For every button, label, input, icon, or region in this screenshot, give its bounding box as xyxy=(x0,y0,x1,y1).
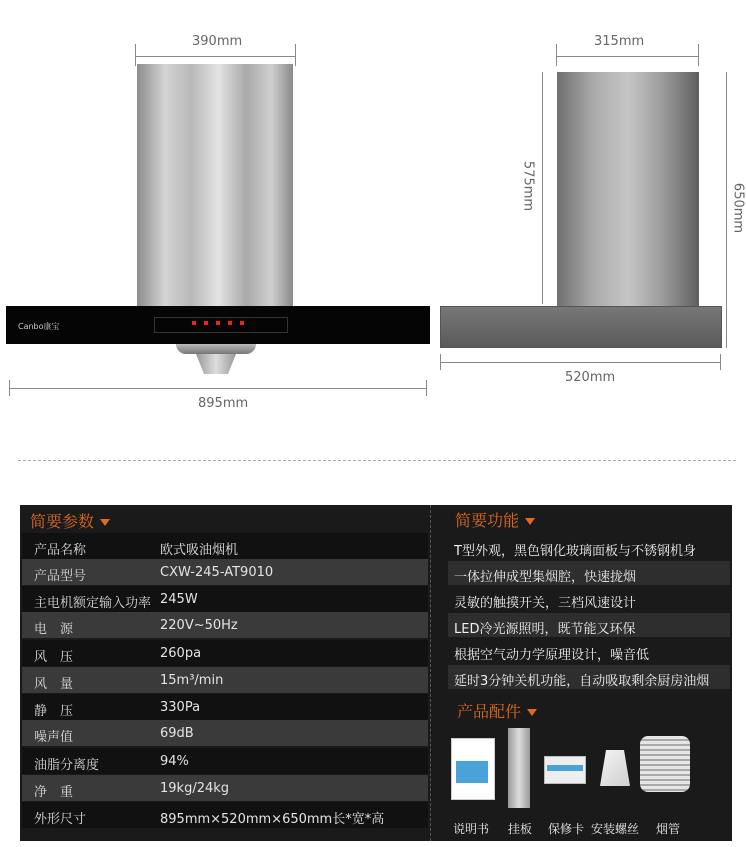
mounting-plate-icon xyxy=(508,728,530,808)
dimension-tick xyxy=(9,380,10,396)
function-item: 一体拉伸成型集烟腔，快速拢烟 xyxy=(448,561,730,585)
touch-button-icon xyxy=(192,321,196,325)
card-stripe xyxy=(547,765,583,771)
param-row: 净 重 19kg/24kg xyxy=(22,775,428,801)
param-row: 噪声值 69dB xyxy=(22,720,428,746)
dimension-tick xyxy=(295,44,296,66)
param-row: 产品名称 欧式吸油烟机 xyxy=(22,533,428,559)
front-top-dimension-line xyxy=(135,56,295,57)
param-row: 油脂分离度 94% xyxy=(22,748,428,774)
side-inner-height-line xyxy=(542,72,543,304)
warranty-card-icon xyxy=(544,756,586,784)
dropdown-triangle-icon xyxy=(527,709,537,716)
side-chimney xyxy=(557,72,699,306)
function-item: T型外观，黑色钢化玻璃面板与不锈钢机身 xyxy=(454,544,696,559)
oil-cup xyxy=(196,354,236,374)
dimension-tick xyxy=(698,44,699,66)
touch-button-icon xyxy=(216,321,220,325)
function-item: 根据空气动力学原理设计，噪音低 xyxy=(454,648,650,663)
param-row: 风 压 260pa xyxy=(22,640,428,666)
dropdown-triangle-icon xyxy=(525,518,535,525)
param-row: 产品型号 CXW-245-AT9010 xyxy=(22,559,428,585)
front-width-top-label: 390mm xyxy=(192,34,243,49)
accessory-label: 说明书 xyxy=(453,822,490,836)
dropdown-triangle-icon xyxy=(100,519,110,526)
control-strip xyxy=(154,317,288,333)
dimension-tick xyxy=(440,354,441,370)
side-height-total-label: 650mm xyxy=(730,182,746,234)
param-row: 静 压 330Pa xyxy=(22,694,428,720)
param-row: 主电机额定输入功率 245W xyxy=(22,586,428,612)
function-item: 延时3分钟关机功能，自动吸取剩余厨房油烟 xyxy=(448,665,730,689)
front-width-bottom-label: 895mm xyxy=(198,396,249,411)
dimension-tick xyxy=(426,380,427,396)
side-depth-dimension-line xyxy=(440,362,720,363)
accessories-title: 产品配件 xyxy=(457,699,537,722)
touch-button-icon xyxy=(228,321,232,325)
manual-cover-band xyxy=(456,761,488,783)
side-height-inner-label: 575mm xyxy=(520,160,536,212)
manual-icon xyxy=(451,738,495,800)
function-item: LED冷光源照明，既节能又环保 xyxy=(448,613,730,637)
touch-button-icon xyxy=(204,321,208,325)
params-title: 简要参数 xyxy=(30,509,110,532)
accessory-label: 保修卡 xyxy=(548,822,585,836)
side-depth-label: 520mm xyxy=(565,370,616,385)
param-row: 风 量 15m³/min xyxy=(22,667,428,693)
brand-logo: Canbo康宝 xyxy=(18,322,60,331)
accessory-label: 烟管 xyxy=(656,822,681,836)
param-row: 电 源 220V~50Hz xyxy=(22,612,428,638)
param-row: 外形尺寸 895mm×520mm×650mm长*宽*高 xyxy=(22,802,428,828)
hood-glass-panel xyxy=(6,306,430,344)
section-divider xyxy=(18,460,736,461)
front-bottom-dimension-line xyxy=(9,388,427,389)
fan-grille xyxy=(176,344,256,354)
accessory-label: 安装螺丝 xyxy=(591,822,640,836)
side-canopy xyxy=(440,306,722,348)
function-item: 灵敏的触摸开关，三档风速设计 xyxy=(454,596,637,611)
functions-title: 简要功能 xyxy=(455,508,535,531)
dimension-tick xyxy=(720,354,721,370)
dimension-tick xyxy=(556,44,557,66)
panel-divider xyxy=(430,505,432,841)
dimension-tick xyxy=(135,44,136,66)
touch-button-icon xyxy=(240,321,244,325)
duct-pipe-icon xyxy=(640,736,690,792)
accessory-label: 挂板 xyxy=(508,822,533,836)
hood-chimney xyxy=(137,64,293,307)
side-top-dimension-line xyxy=(556,56,698,57)
side-width-top-label: 315mm xyxy=(594,34,645,49)
side-total-height-line xyxy=(726,72,727,348)
